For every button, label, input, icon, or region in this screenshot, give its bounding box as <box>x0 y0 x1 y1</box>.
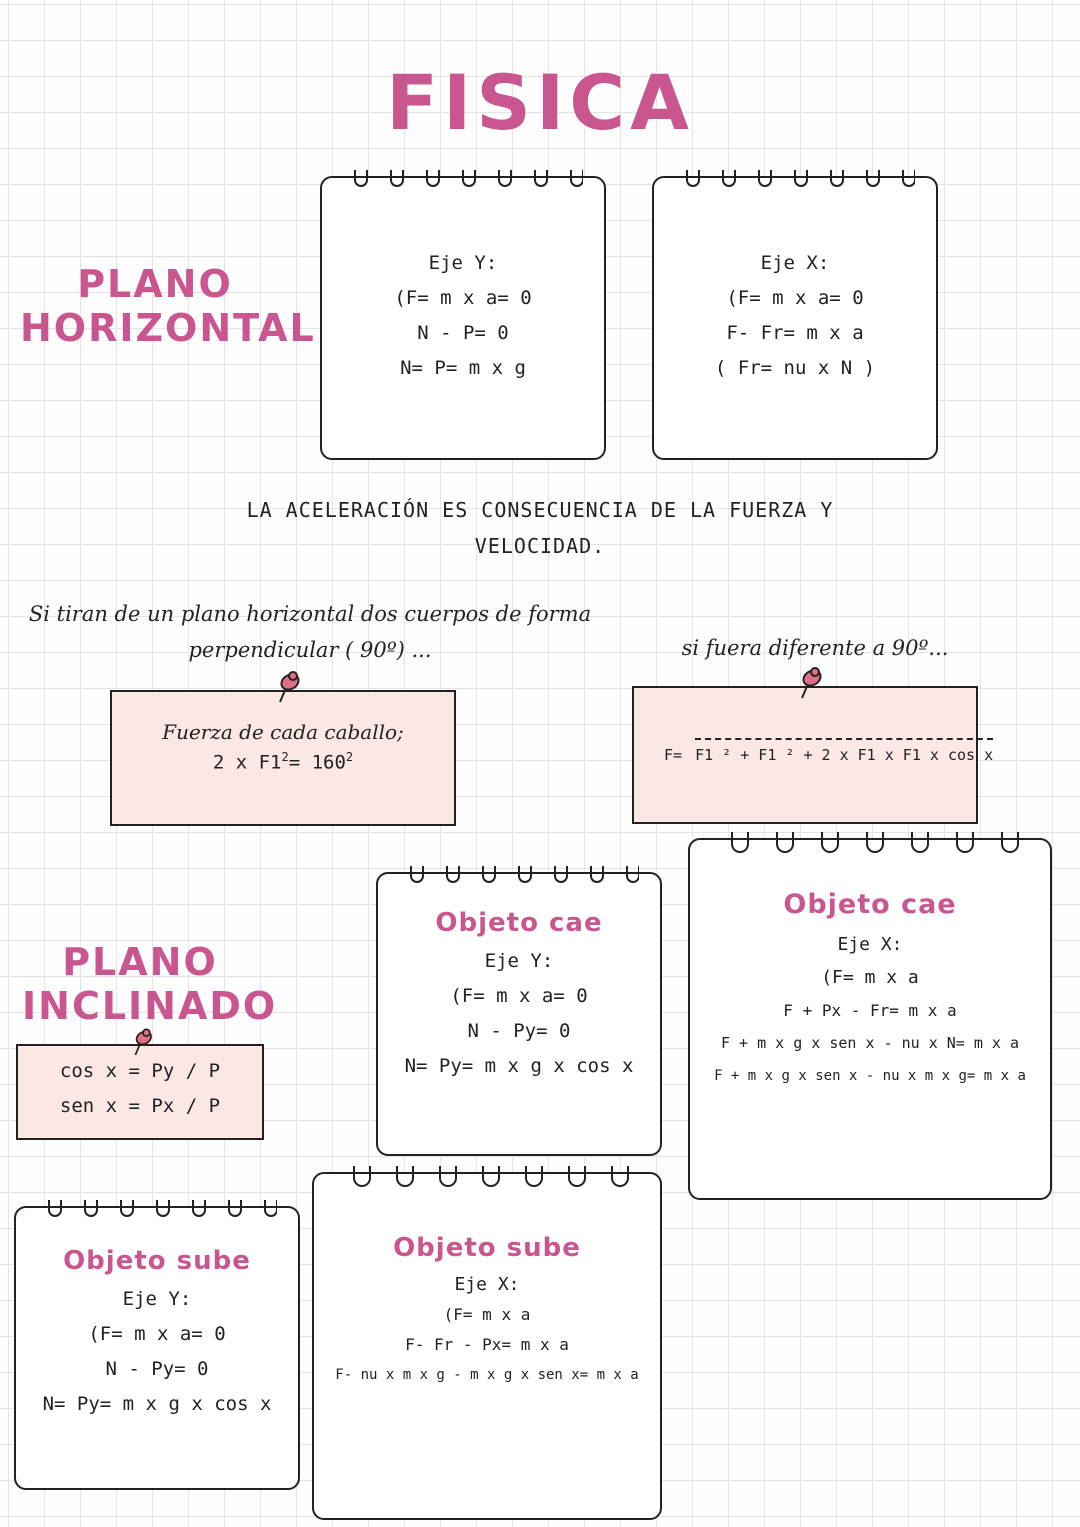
note-card-content <box>314 1226 660 1390</box>
general-force-box <box>632 686 994 824</box>
formula-line: Eje X: <box>454 1274 520 1295</box>
formula-line: Eje Y: <box>122 1288 192 1310</box>
formula-line: sen x = Px / P <box>59 1095 221 1117</box>
acceleration-statement <box>180 492 900 564</box>
formula-line: F- Fr= m x a <box>726 322 864 344</box>
perpendicular-note <box>10 596 610 668</box>
note-line: Si tiran de un plano horizontal dos cuerpos de forma <box>28 602 592 626</box>
plano-horizontal-title <box>20 262 316 350</box>
horse-force-formula <box>112 750 454 773</box>
spiral-ring-icon <box>16 1196 298 1226</box>
note-heading: Objeto cae <box>783 889 957 920</box>
horse-force-label: Fuerza de cada caballo; <box>162 720 404 744</box>
exponent: 2 <box>345 750 354 764</box>
formula-line: N - P= 0 <box>417 322 509 344</box>
formula-line: F + m x g x sen x - nu x N= m x a <box>720 1034 1019 1052</box>
spiral-ring-icon <box>322 166 604 196</box>
formula-line: (F= m x a= 0 <box>394 287 532 309</box>
trig-ratios-content <box>18 1054 262 1124</box>
pushpin-icon <box>130 1026 156 1060</box>
horse-force-box <box>110 690 456 826</box>
square-root-radicand: F1 ² + F1 ² + 2 x F1 x F1 x cos x <box>695 738 993 764</box>
note-card-cae-eje-x <box>688 838 1052 1200</box>
formula-line: ( Fr= nu x N ) <box>714 357 876 379</box>
page-title: FISICA <box>386 58 694 147</box>
title-line: PLANO <box>62 940 218 984</box>
plano-inclinado-title <box>22 940 278 1028</box>
different-angle-note: si fuera diferente a 90º... <box>681 636 949 660</box>
note-card-content <box>654 246 936 386</box>
formula-line: (F= m x a <box>821 967 919 988</box>
statement-line: LA ACELERACIÓN ES CONSECUENCIA DE LA FUERZA Y <box>246 498 834 522</box>
note-card-eje-y <box>320 176 606 460</box>
spiral-ring-icon <box>378 862 660 892</box>
formula-line: (F= m x a= 0 <box>450 985 588 1007</box>
formula-line: cos x = Py / P <box>59 1060 221 1082</box>
formula-line: (F= m x a= 0 <box>726 287 864 309</box>
note-card-sube-eje-x <box>312 1172 662 1520</box>
formula-line: N= P= m x g <box>400 357 526 379</box>
note-heading: Objeto cae <box>435 908 603 938</box>
formula-line: F + m x g x sen x - nu x m x g= m x a <box>714 1068 1026 1084</box>
formula-line: N - Py= 0 <box>467 1020 571 1042</box>
pushpin-icon <box>274 668 304 708</box>
formula-line: Eje X: <box>760 252 830 274</box>
formula-line: (F= m x a= 0 <box>88 1323 226 1345</box>
note-heading: Objeto sube <box>393 1233 581 1263</box>
formula-line: N= Py= m x g x cos x <box>404 1055 634 1077</box>
formula-line: N - Py= 0 <box>105 1358 209 1380</box>
formula-line: F- Fr - Px= m x a <box>405 1335 569 1354</box>
formula-line: F- nu x m x g - m x g x sen x= m x a <box>335 1367 639 1383</box>
note-card-sube-eje-y <box>14 1206 300 1490</box>
title-line: INCLINADO <box>22 984 278 1028</box>
spiral-ring-icon <box>314 1162 660 1192</box>
formula-line: F + Px - Fr= m x a <box>783 1001 957 1020</box>
title-line: HORIZONTAL <box>20 306 316 350</box>
note-line: perpendicular ( 90º) ... <box>188 638 432 662</box>
title-line: PLANO <box>77 262 233 306</box>
formula-part: 2 x F1 <box>212 751 282 774</box>
pushpin-icon <box>796 664 826 704</box>
exponent: 2 <box>281 750 289 764</box>
spiral-ring-icon <box>654 166 936 196</box>
note-card-content <box>322 246 604 386</box>
formula-prefix: F= <box>664 746 683 764</box>
note-heading: Objeto sube <box>63 1246 251 1276</box>
note-card-content <box>378 902 660 1084</box>
note-card-cae-eje-y <box>376 872 662 1156</box>
formula-line: Eje Y: <box>428 252 498 274</box>
formula-line: Eje Y: <box>484 950 554 972</box>
note-card-content <box>16 1240 298 1422</box>
formula-line: N= Py= m x g x cos x <box>42 1393 272 1415</box>
formula-line: Eje X: <box>837 934 903 955</box>
note-card-eje-x <box>652 176 938 460</box>
formula-part: = 160 <box>288 751 346 774</box>
spiral-ring-icon <box>690 828 1050 858</box>
general-force-formula <box>664 738 993 764</box>
note-card-content <box>690 882 1050 1093</box>
formula-line: (F= m x a <box>443 1305 531 1324</box>
statement-line: VELOCIDAD. <box>474 534 606 558</box>
